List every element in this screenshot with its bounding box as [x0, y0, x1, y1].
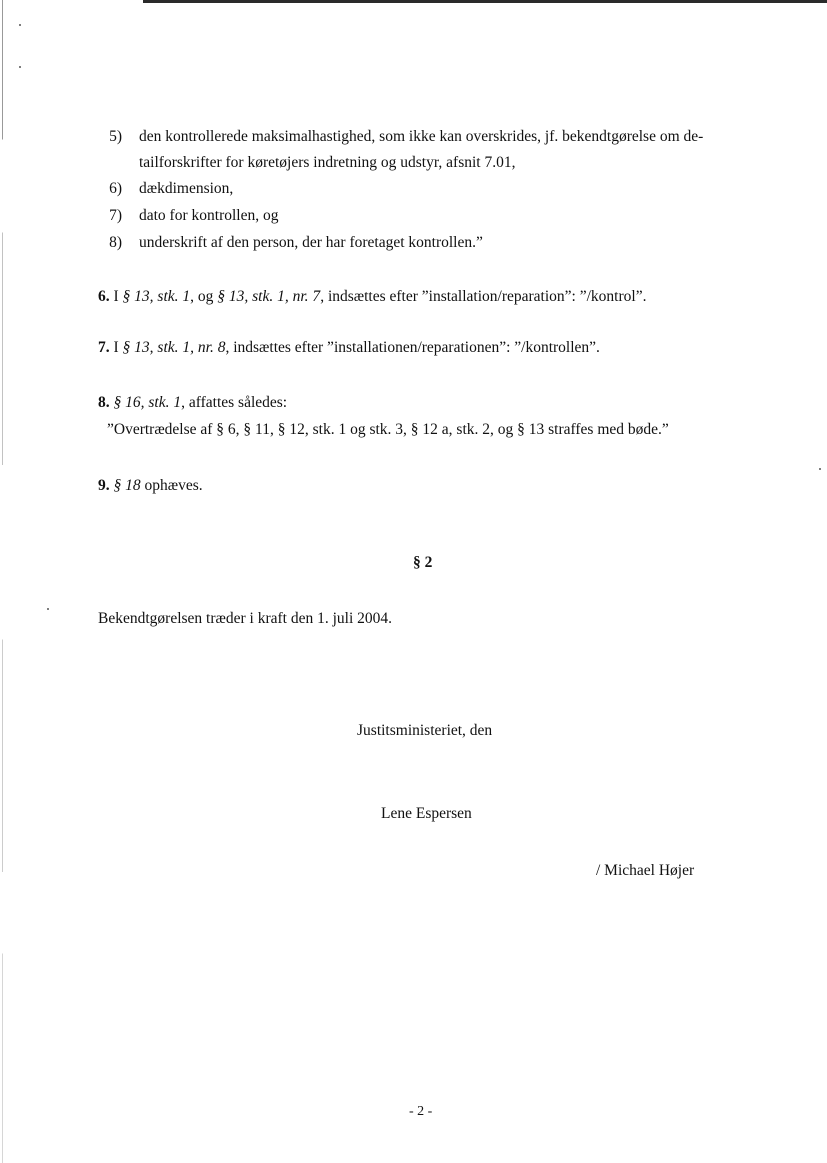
effective-date-text: Bekendtgørelsen træder i kraft den 1. juli 2004.	[98, 610, 393, 627]
scan-speck	[19, 24, 21, 26]
list-item-text-continued: tailforskrifter for køretøjers indretning og udstyr, afsnit 7.01,	[139, 154, 516, 171]
list-item-text: dato for kontrollen, og	[139, 207, 279, 224]
amendment-number: 8.	[98, 394, 110, 411]
signatory-name: Lene Espersen	[381, 805, 472, 822]
list-item-number: 8)	[109, 234, 122, 251]
amendment-text: I	[109, 288, 123, 305]
list-item-text: den kontrollerede maksimalhastighed, som ikke kan overskrides, jf. bekendtgørelse om de-	[139, 128, 704, 145]
scan-speck	[19, 66, 21, 68]
ministry-line: Justitsministeriet, den	[357, 722, 493, 739]
amendment-reference: § 13, stk. 1	[122, 288, 191, 305]
list-item-number: 6)	[109, 180, 122, 197]
amendment-text: I	[109, 339, 123, 356]
scan-edge	[2, 0, 3, 1163]
amendment-reference: § 13, stk. 1, nr. 8	[122, 339, 226, 356]
scan-speck	[47, 608, 49, 610]
amendment-reference: § 16, stk. 1	[113, 394, 182, 411]
amendment-text: , og	[190, 288, 218, 305]
amendment-7	[98, 339, 600, 357]
section-heading: § 2	[413, 554, 433, 571]
amendment-text: , indsættes efter ”installation/reparation”: ”/kontrol”.	[320, 288, 647, 305]
list-item-text: underskrift af den person, der har foretaget kontrollen.”	[139, 234, 483, 251]
amendment-text: ophæves.	[140, 477, 203, 494]
amendment-number: 9.	[98, 477, 110, 494]
amendment-8	[98, 394, 287, 412]
list-item-text: dækdimension,	[139, 180, 234, 197]
list-item-number: 7)	[109, 207, 122, 224]
amendment-number: 7.	[98, 339, 110, 356]
amendment-reference: § 18	[113, 477, 141, 494]
amendment-number: 6.	[98, 288, 110, 305]
page-number: - 2 -	[409, 1104, 433, 1119]
amendment-8-quote: ”Overtrædelse af § 6, § 11, § 12, stk. 1 og stk. 3, § 12 a, stk. 2, og § 13 straffes med bøde.”	[107, 421, 669, 438]
list-item-number: 5)	[109, 128, 122, 145]
amendment-6	[98, 288, 646, 306]
amendment-9	[98, 477, 203, 495]
amendment-text: , indsættes efter ”installationen/reparationen”: ”/kontrollen”.	[225, 339, 600, 356]
countersignatory-name: / Michael Højer	[596, 862, 695, 879]
top-rule	[143, 0, 827, 3]
scan-speck	[819, 468, 821, 470]
amendment-text: , affattes således:	[181, 394, 288, 411]
amendment-reference: § 13, stk. 1, nr. 7	[217, 288, 321, 305]
